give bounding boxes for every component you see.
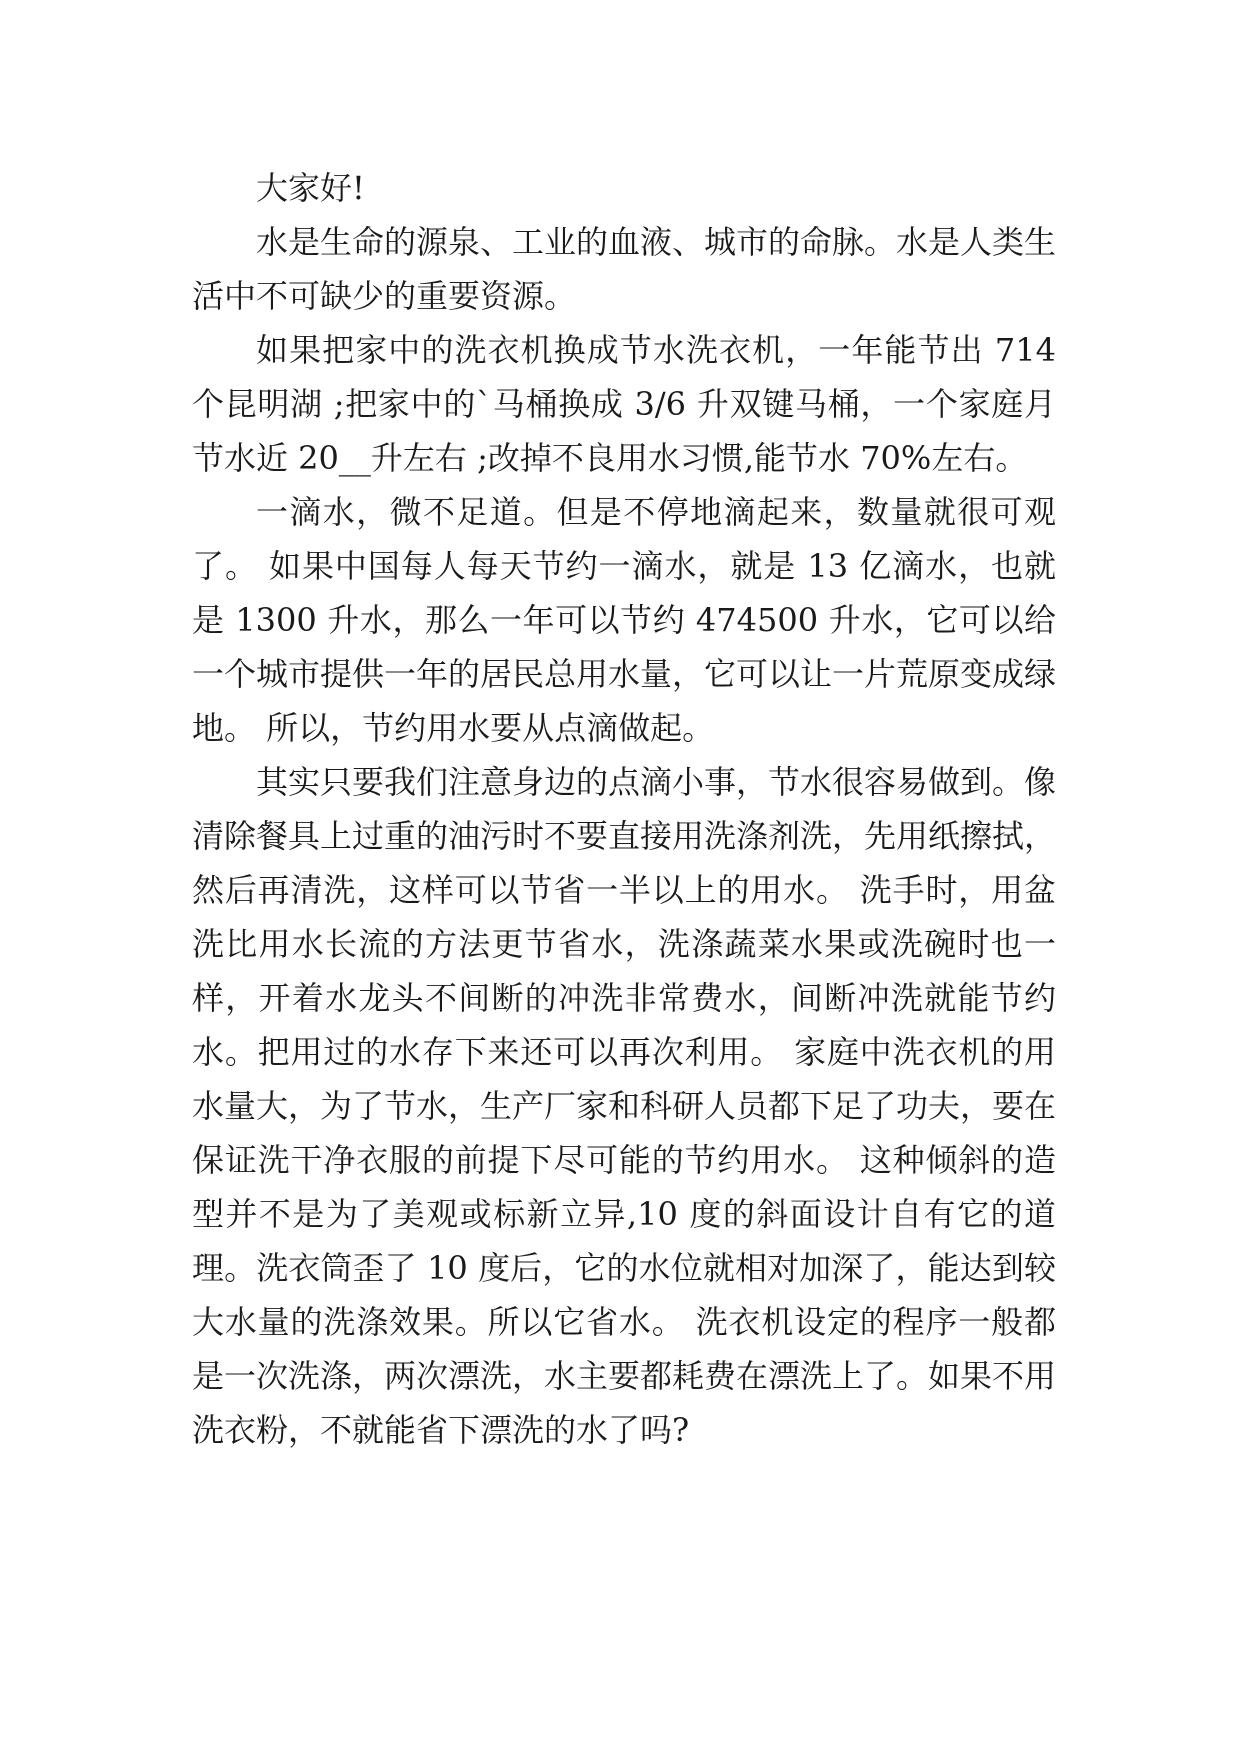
greeting-paragraph: 大家好! [256, 169, 365, 207]
paragraph-household-saving: 如果把家中的洗衣机换成节水洗衣机，一年能节出 714 个昆明湖 ;把家中的`马桶换成 3/6 升双键马桶，一个家庭月节水近 20__升左右 ;改掉不良用水习惯,能节水 70%左右。 [192, 331, 1056, 477]
paragraph-saving-tips: 其实只要我们注意身边的点滴小事，节水很容易做到。像清除餐具上过重的油污时不要直接用洗涤剂洗，先用纸擦拭，然后再清洗，这样可以节省一半以上的用水。 洗手时，用盆洗比用水长流的方法更节省水，洗涤蔬菜水果或洗碗时也一样，开着水龙头不间断的冲洗非常费水，间断冲洗就能节约水。把用过的水存下来还可以再次利用。 家庭中洗衣机的用水量大，为了节水，生产厂家和科研人员都下足了功夫，要在保证洗干净衣服的前提下尽可能的节约用水。 这种倾斜的造型并不是为了美观或标新立异,10 度的斜面设计自有它的道理。洗衣筒歪了 10 度后，它的水位就相对加深了，能达到较大水量的洗涤效果。所以它省水。 洗衣机设定的程序一般都是一次洗涤，两次漂洗，水主要都耗费在漂洗上了。如果不用洗衣粉，不就能省下漂洗的水了吗? [192, 763, 1057, 1449]
document-body [192, 161, 1056, 1457]
paragraph-drop-of-water: 一滴水，微不足道。但是不停地滴起来，数量就很可观了。 如果中国每人每天节约一滴水，就是 13 亿滴水，也就是 1300 升水，那么一年可以节约 474500 升水，它可以给一个城市提供一年的居民总用水量，它可以让一片荒原变成绿地。 所以，节约用水要从点滴做起。 [192, 493, 1057, 747]
paragraph-water-importance: 水是生命的源泉、工业的血液、城市的命脉。水是人类生活中不可缺少的重要资源。 [192, 223, 1057, 315]
